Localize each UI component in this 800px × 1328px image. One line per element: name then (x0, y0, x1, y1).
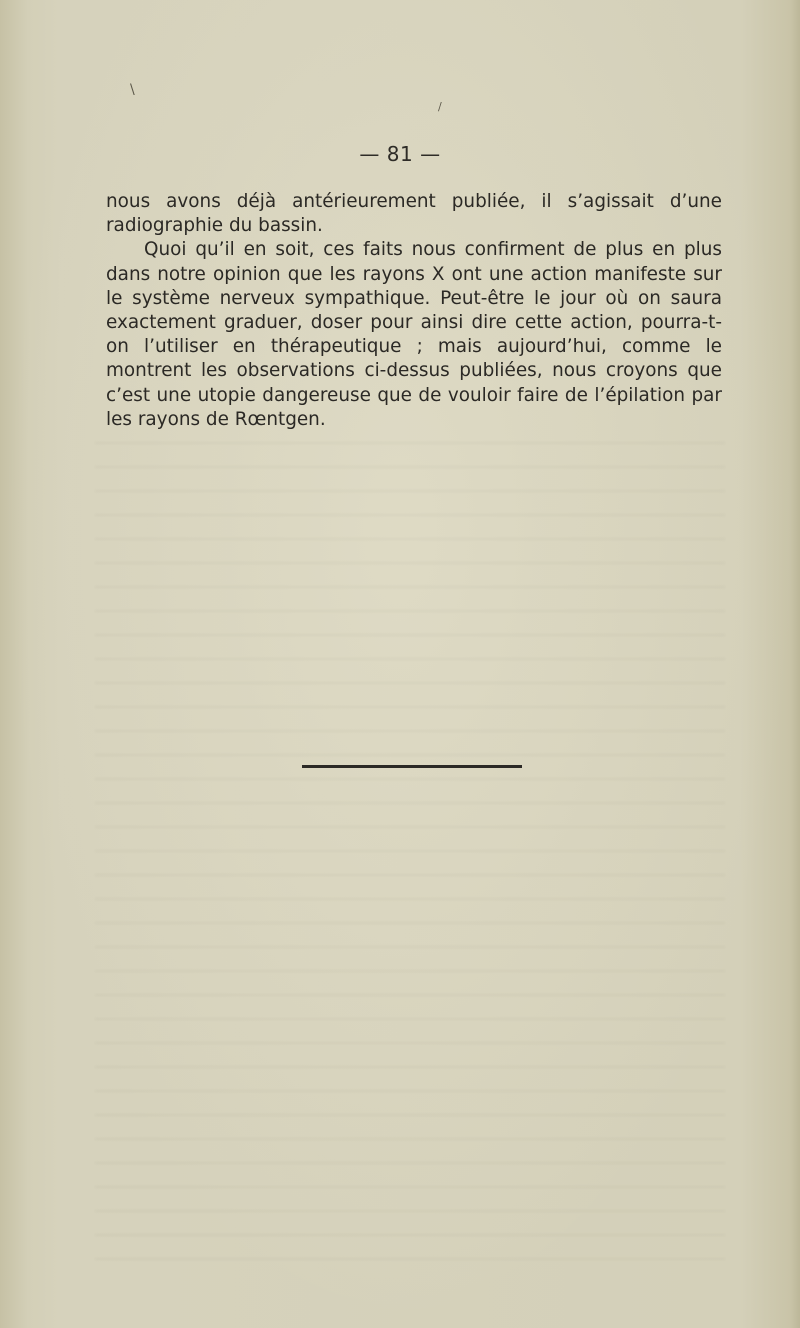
body-text (106, 190, 722, 432)
stray-pen-mark: \ (130, 82, 135, 98)
paragraph: Quoi qu’il en soit, ces faits nous confirment de plus en plus dans notre opinion que les rayons X ont une action manifeste sur le système nerveux sympathique. Peut-être le jour où on saura exactement graduer, doser pour ainsi dire cette action, pourra-t-on l’utiliser en thérapeutique ; mais aujourd’hui, comme le montrent les observations ci-dessus publiées, nous croyons que c’est une utopie dangereuse que de vouloir faire de l’épilation par les rayons de Rœntgen. (106, 239, 722, 430)
bleed-through-texture (95, 430, 725, 1260)
stray-pen-mark: / (438, 100, 442, 113)
paragraph: nous avons déjà antérieurement publiée, il s’agissait d’une radiographie du bassin. (106, 191, 722, 237)
section-divider-rule (302, 765, 522, 768)
page-number: — 81 — (359, 142, 441, 166)
